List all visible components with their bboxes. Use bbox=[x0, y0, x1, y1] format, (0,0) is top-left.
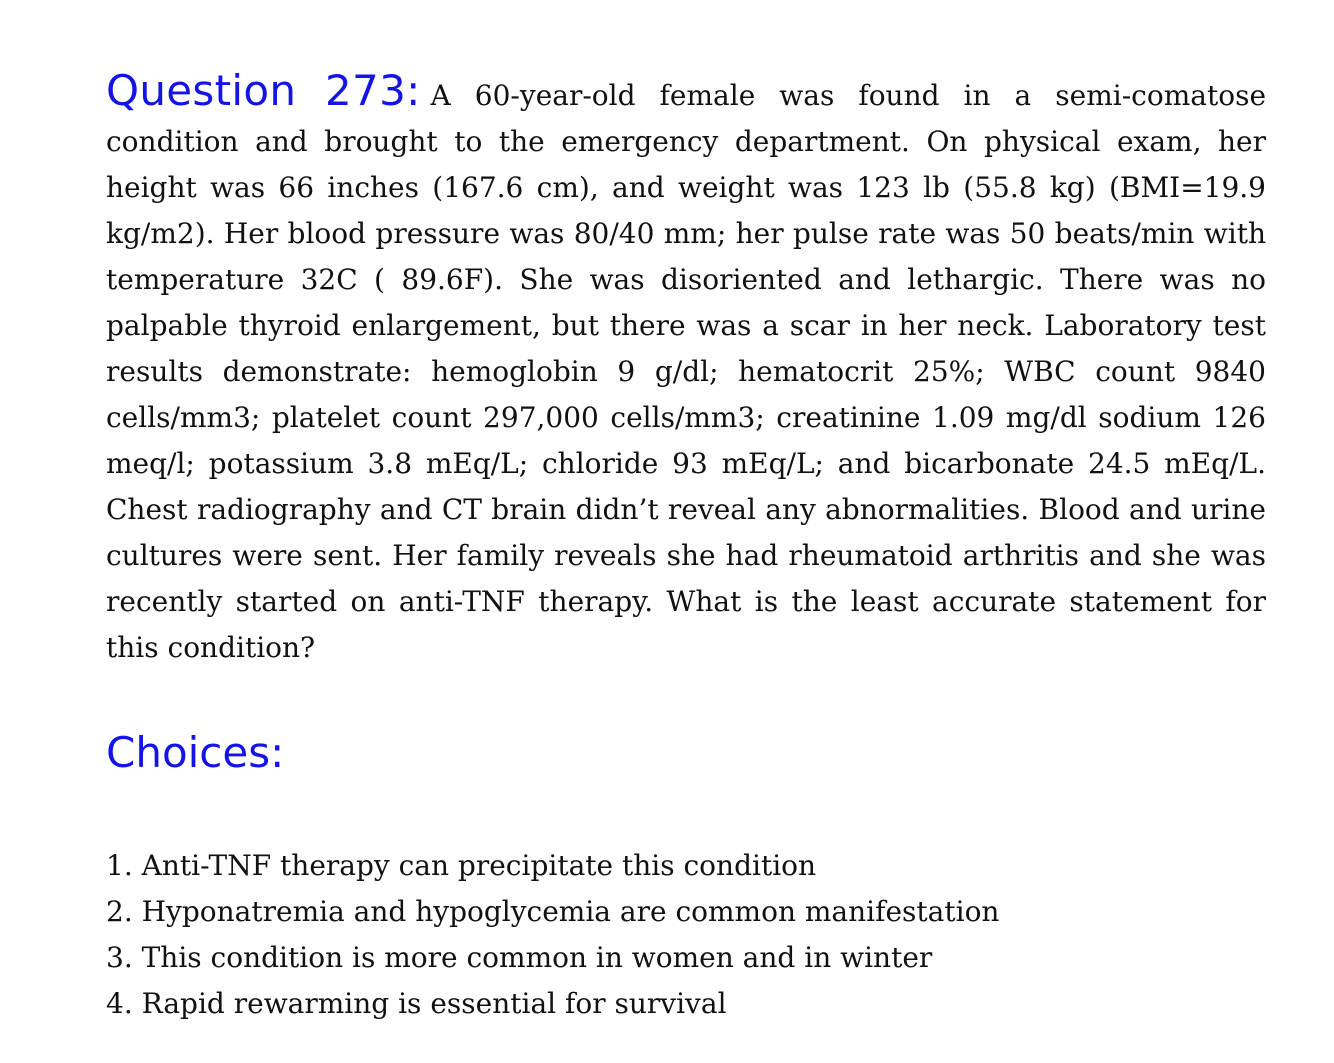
choice-item-1: 1. Anti-TNF therapy can precipitate this condition bbox=[106, 849, 817, 882]
question-page bbox=[106, 68, 1266, 1027]
choice-item-2: 2. Hyponatremia and hypoglycemia are common manifestation bbox=[106, 895, 1000, 928]
choice-item-4: 4. Rapid rewarming is essential for survival bbox=[106, 987, 727, 1020]
question-text: A 60-year-old female was found in a semi-comatose condition and brought to the emergency department. On physical exam, her height was 66 inches (167.6 cm), and weight was 123 lb (55.8 kg) (BMI=19.9 kg/m2). Her blood pressure was 80/40 mm; her pulse rate was 50 beats/min with temperature 32C ( 89.6F). She was disoriented and lethargic. There was no palpable thyroid enlargement, but there was a scar in her neck. Laboratory test results demonstrate: hemoglobin 9 g/dl; hematocrit 25%; WBC count 9840 cells/mm3; platelet count 297,000 cells/mm3; creatinine 1.09 mg/dl sodium 126 meq/l; potassium 3.8 mEq/L; chloride 93 mEq/L; and bicarbonate 24.5 mEq/L. Chest radiography and CT brain didn’t reveal any abnormalities. Blood and urine cultures were sent. Her family reveals she had rheumatoid arthritis and she was recently started on anti-TNF therapy. What is the least accurate statement for this condition? bbox=[106, 79, 1267, 664]
choice-item-3: 3. This condition is more common in women and in winter bbox=[106, 941, 933, 974]
choices-heading: Choices: bbox=[106, 728, 285, 777]
question-block bbox=[106, 68, 1266, 671]
choices-list bbox=[106, 843, 1266, 1027]
question-label: Question 273: bbox=[106, 66, 421, 115]
